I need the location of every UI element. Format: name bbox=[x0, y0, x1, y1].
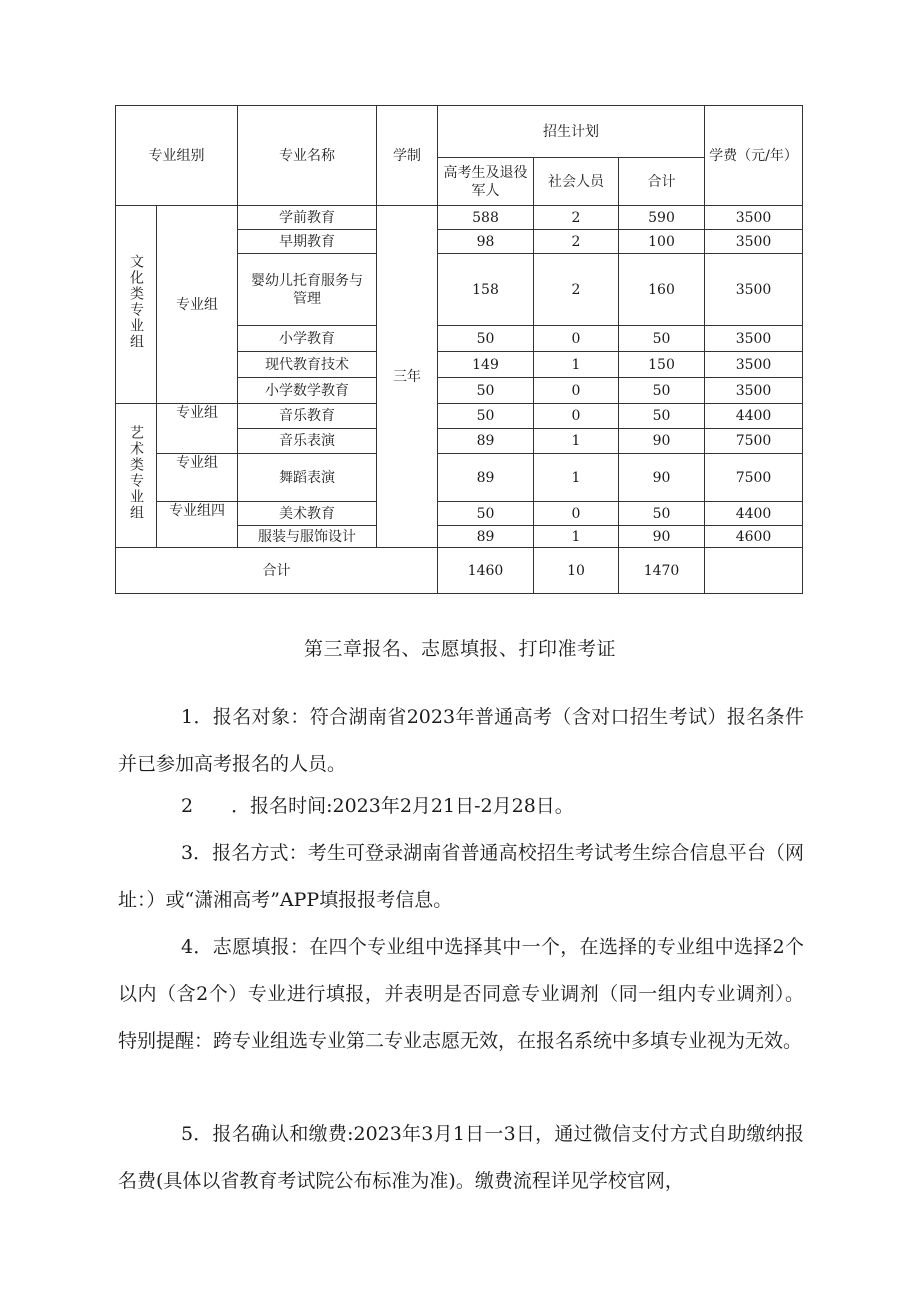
category-label: 艺术类专业组 bbox=[128, 425, 144, 521]
total-gaokao: 1460 bbox=[438, 548, 534, 594]
major-name: 婴幼儿托育服务与管理 bbox=[238, 254, 377, 326]
plan-gaokao: 50 bbox=[438, 326, 534, 352]
plan-total: 50 bbox=[619, 378, 705, 404]
group-cell: 专业组 bbox=[157, 404, 238, 454]
table-row bbox=[116, 206, 803, 230]
tuition: 3500 bbox=[705, 326, 803, 352]
major-name: 小学数学教育 bbox=[238, 378, 377, 404]
major-name: 服装与服饰设计 bbox=[238, 526, 377, 548]
plan-total: 50 bbox=[619, 404, 705, 429]
header-group: 专业组别 bbox=[116, 106, 238, 206]
plan-gaokao: 89 bbox=[438, 526, 534, 548]
plan-social: 2 bbox=[534, 254, 619, 326]
plan-gaokao: 50 bbox=[438, 404, 534, 429]
total-label: 合计 bbox=[116, 548, 438, 594]
plan-social: 2 bbox=[534, 206, 619, 230]
group-cell: 专业组 bbox=[157, 454, 238, 502]
major-name: 舞蹈表演 bbox=[238, 454, 377, 502]
plan-social: 0 bbox=[534, 326, 619, 352]
tuition: 7500 bbox=[705, 454, 803, 502]
tuition: 4600 bbox=[705, 526, 803, 548]
group-cell: 专业组四 bbox=[157, 502, 238, 548]
plan-gaokao: 89 bbox=[438, 454, 534, 502]
plan-social: 1 bbox=[534, 352, 619, 378]
plan-total: 50 bbox=[619, 326, 705, 352]
header-duration: 学制 bbox=[377, 106, 438, 206]
plan-gaokao: 50 bbox=[438, 378, 534, 404]
plan-total: 90 bbox=[619, 526, 705, 548]
category-cell bbox=[116, 206, 157, 404]
plan-social: 1 bbox=[534, 454, 619, 502]
major-name: 小学教育 bbox=[238, 326, 377, 352]
plan-total: 50 bbox=[619, 502, 705, 526]
tuition: 3500 bbox=[705, 206, 803, 230]
plan-total: 590 bbox=[619, 206, 705, 230]
plan-social: 0 bbox=[534, 502, 619, 526]
plan-social: 2 bbox=[534, 230, 619, 254]
plan-total: 160 bbox=[619, 254, 705, 326]
major-name: 现代教育技术 bbox=[238, 352, 377, 378]
major-name: 音乐教育 bbox=[238, 404, 377, 429]
major-name: 早期教育 bbox=[238, 230, 377, 254]
tuition: 3500 bbox=[705, 230, 803, 254]
paragraph-5: 5．报名确认和缴费:2023年3月1日一3日，通过微信支付方式自助缴纳报名费(具体以省教育考试院公布标准为准)。缴费流程详见学校官网， bbox=[118, 1123, 804, 1192]
plan-total: 90 bbox=[619, 429, 705, 454]
tuition: 4400 bbox=[705, 404, 803, 429]
tuition: 4400 bbox=[705, 502, 803, 526]
category-label: 文化类专业组 bbox=[128, 254, 144, 350]
plan-social: 0 bbox=[534, 378, 619, 404]
plan-total: 150 bbox=[619, 352, 705, 378]
paragraph-4: 4．志愿填报：在四个专业组中选择其中一个，在选择的专业组中选择2个以内（含2个）专业进行填报，并表明是否同意专业调剂（同一组内专业调剂）。特别提醒：跨专业组选专业第二专业志愿无效，在报名系统中多填专业视为无效。 bbox=[118, 936, 804, 1052]
major-name: 音乐表演 bbox=[238, 429, 377, 454]
category-cell bbox=[116, 404, 157, 548]
plan-total: 100 bbox=[619, 230, 705, 254]
header-plan: 招生计划 bbox=[438, 106, 705, 158]
tuition: 3500 bbox=[705, 378, 803, 404]
major-name: 学前教育 bbox=[238, 206, 377, 230]
plan-gaokao: 89 bbox=[438, 429, 534, 454]
header-major: 专业名称 bbox=[238, 106, 377, 206]
plan-social: 1 bbox=[534, 429, 619, 454]
group-cell: 专业组 bbox=[157, 206, 238, 404]
table-row bbox=[116, 454, 803, 502]
duration-cell: 三年 bbox=[377, 206, 438, 548]
major-name: 美术教育 bbox=[238, 502, 377, 526]
tuition: 7500 bbox=[705, 429, 803, 454]
plan-gaokao: 149 bbox=[438, 352, 534, 378]
tuition: 3500 bbox=[705, 254, 803, 326]
table-total-row bbox=[116, 548, 803, 594]
total-tuition bbox=[705, 548, 803, 594]
header-plan-total: 合计 bbox=[619, 158, 705, 206]
total-sum: 1470 bbox=[619, 548, 705, 594]
plan-total: 90 bbox=[619, 454, 705, 502]
plan-gaokao: 158 bbox=[438, 254, 534, 326]
header-tuition: 学费（元/年） bbox=[705, 106, 803, 206]
tuition: 3500 bbox=[705, 352, 803, 378]
plan-social: 1 bbox=[534, 526, 619, 548]
paragraph-1: 1．报名对象：符合湖南省2023年普通高考（含对口招生考试）报名条件并已参加高考报名的人员。 bbox=[118, 706, 804, 775]
plan-gaokao: 98 bbox=[438, 230, 534, 254]
paragraph-2: 2 ．报名时间:2023年2月21日-2月28日。 bbox=[181, 795, 574, 817]
plan-social: 0 bbox=[534, 404, 619, 429]
header-plan-gaokao: 高考生及退役军人 bbox=[438, 158, 534, 206]
header-plan-social: 社会人员 bbox=[534, 158, 619, 206]
enrollment-plan-table bbox=[115, 105, 803, 594]
chapter-title: 第三章报名、志愿填报、打印准考证 bbox=[303, 638, 616, 660]
plan-gaokao: 588 bbox=[438, 206, 534, 230]
table-row bbox=[116, 502, 803, 526]
total-social: 10 bbox=[534, 548, 619, 594]
plan-gaokao: 50 bbox=[438, 502, 534, 526]
paragraph-3: 3．报名方式：考生可登录湖南省普通高校招生考试考生综合信息平台（网址：）或“潇湘高考”APP填报报考信息。 bbox=[118, 842, 804, 911]
table-row bbox=[116, 404, 803, 429]
